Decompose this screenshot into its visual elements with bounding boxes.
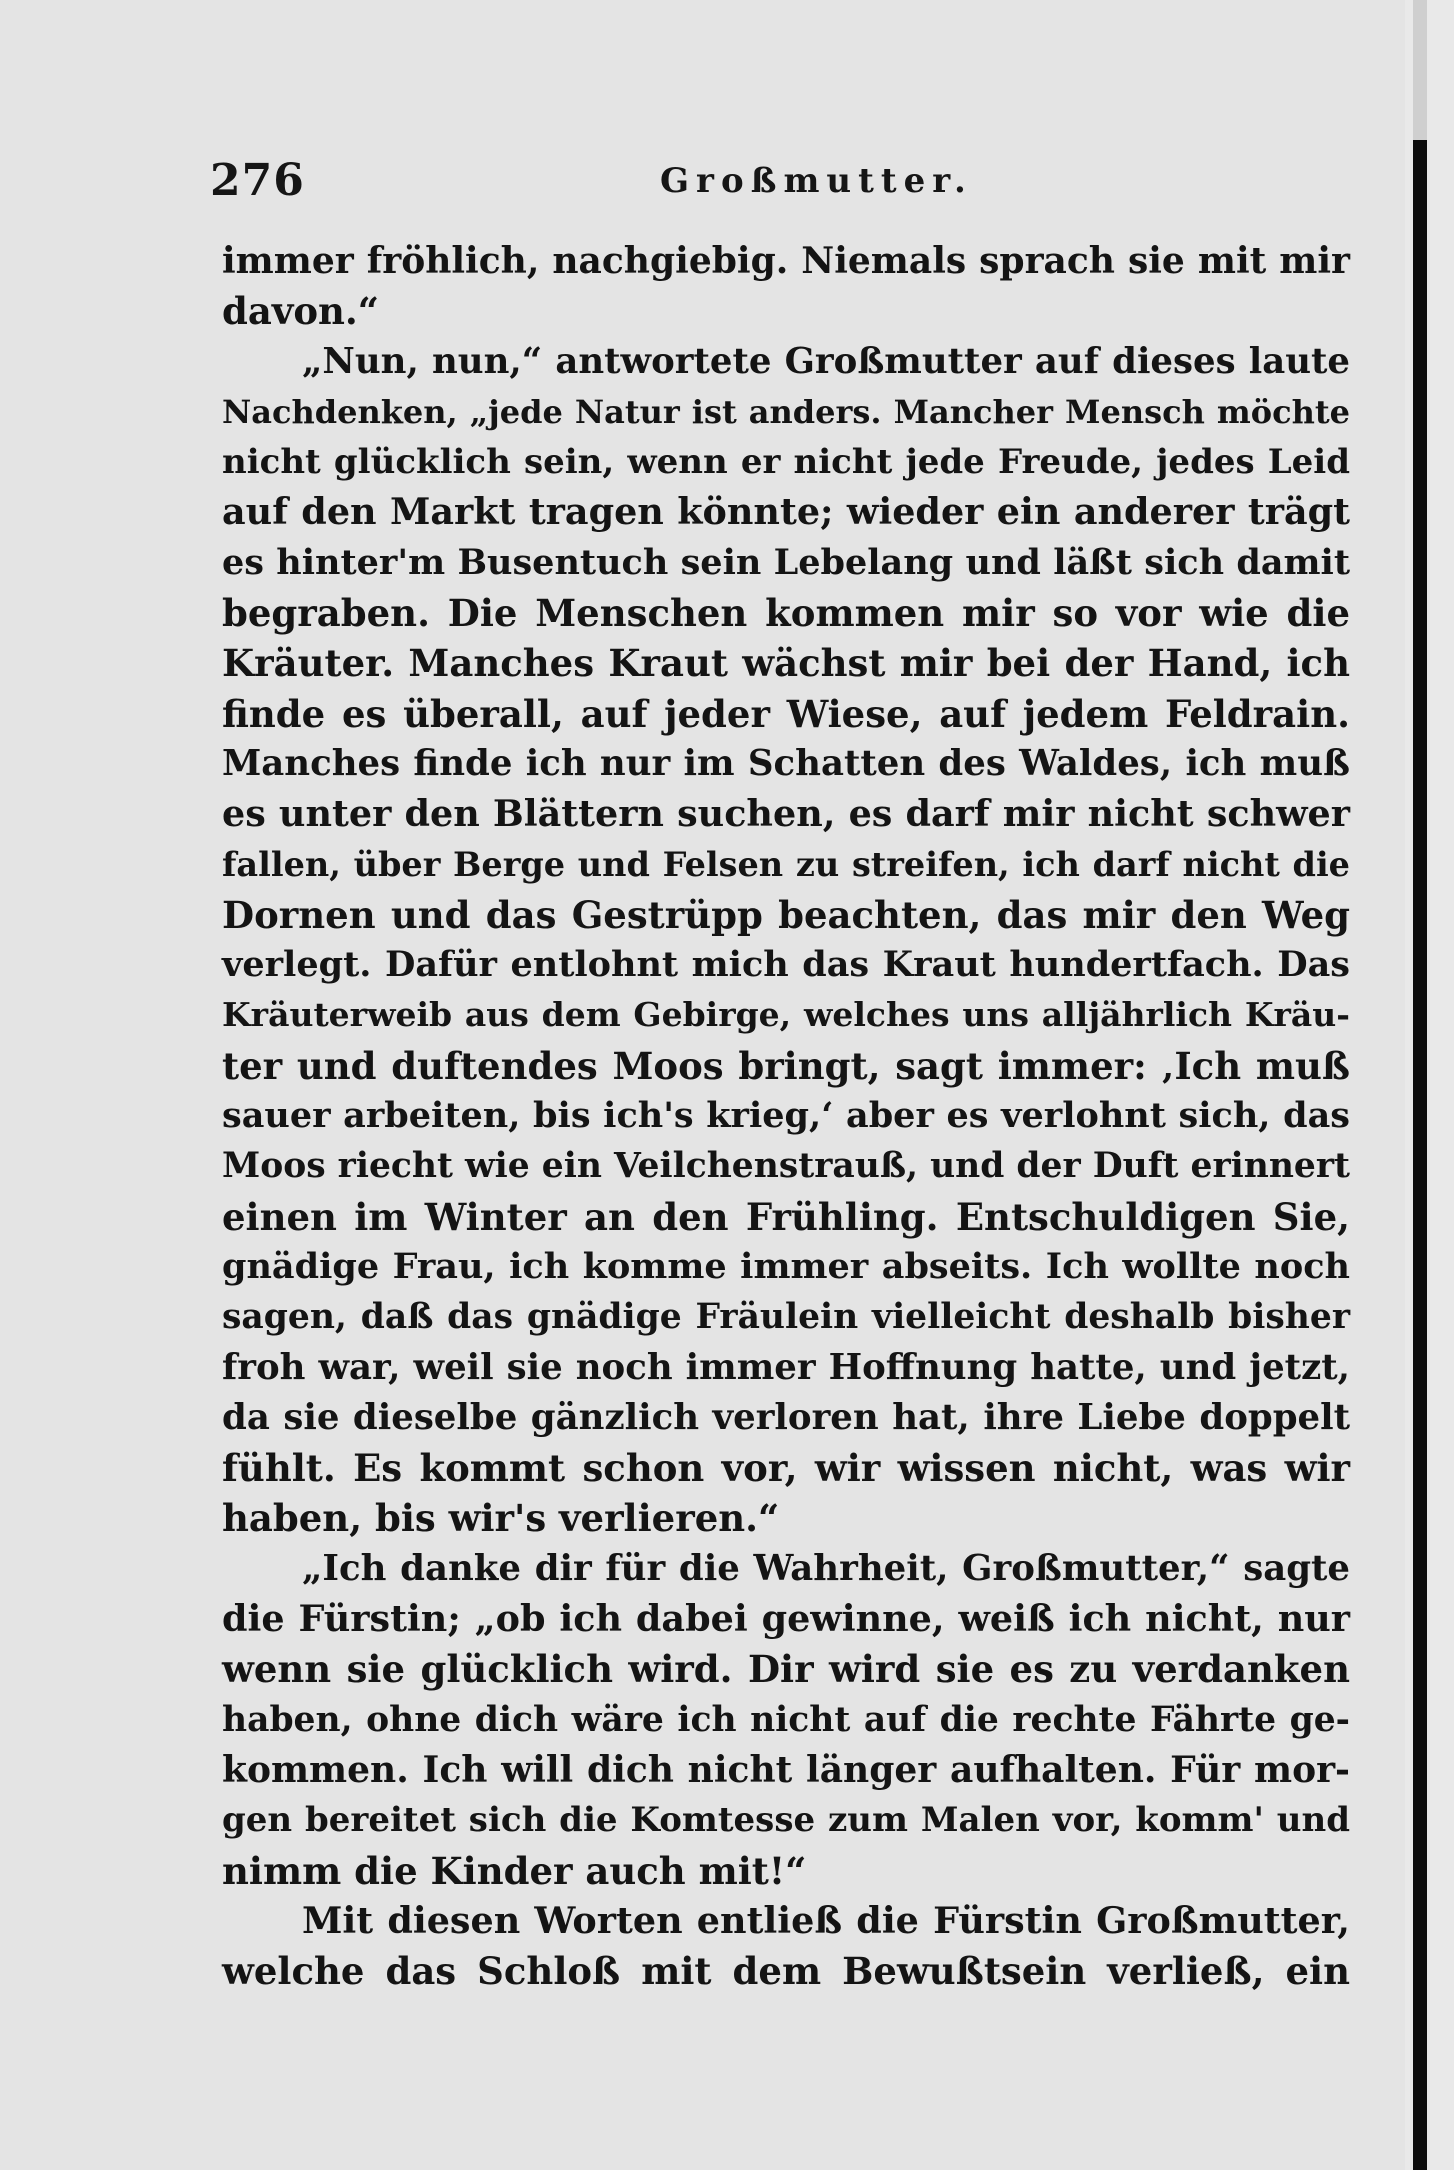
text-line: immer fröhlich, nachgiebig. Niemals sprach sie mit mir	[222, 240, 1350, 282]
text-line: sauer arbeiten, bis ich's krieg,‘ aber es verlohnt sich, das	[222, 1095, 1350, 1137]
text-line: ter und duftendes Moos bringt, sagt immer: ‚Ich muß	[222, 1043, 1350, 1088]
text-line: davon.“	[222, 289, 380, 334]
text-line: welche das Schloß mit dem Bewußtsein verließ, ein	[222, 1949, 1350, 1994]
text-line: es unter den Blättern suchen, es darf mir nicht schwer	[222, 792, 1350, 836]
text-line: haben, bis wir's verlieren.“	[222, 1496, 780, 1541]
text-line: finde es überall, auf jeder Wiese, auf jedem Feldrain.	[222, 691, 1350, 736]
text-line: Manches finde ich nur im Schatten des Waldes, ich muß	[222, 742, 1350, 784]
text-line: kommen. Ich will dich nicht länger aufhalten. Für mor-	[222, 1748, 1350, 1791]
text-line: es hinter'm Busentuch sein Lebelang und läßt sich damit	[222, 541, 1350, 583]
text-line: fühlt. Es kommt schon vor, wir wissen nicht, was wir	[222, 1446, 1350, 1491]
binding-edge	[1413, 0, 1427, 2170]
text-line: nimm die Kinder auch mit!“	[222, 1848, 807, 1893]
text-line: gen bereitet sich die Komtesse zum Malen vor, komm' und	[222, 1800, 1350, 1841]
text-line: Moos riecht wie ein Veilchenstrauß, und der Duft erinnert	[222, 1146, 1350, 1187]
text-line: Kräuterweib aus dem Gebirge, welches uns alljährlich Kräu-	[222, 995, 1350, 1035]
text-line: auf den Markt tragen könnte; wieder ein anderer trägt	[222, 490, 1350, 534]
body-text	[222, 236, 1350, 1996]
text-line: wenn sie glücklich wird. Dir wird sie es zu verdanken	[222, 1647, 1350, 1692]
text-line: haben, ohne dich wäre ich nicht auf die rechte Fährte ge-	[222, 1699, 1350, 1740]
text-line: Nachdenken, „jede Natur ist anders. Mancher Mensch möchte	[222, 392, 1350, 431]
running-head: Großmutter.	[660, 161, 973, 201]
page-header	[210, 155, 1350, 215]
text-line: sagen, daß das gnädige Fräulein vielleicht deshalb bisher	[222, 1297, 1350, 1338]
text-line: froh war, weil sie noch immer Hoffnung hatte, und jetzt,	[222, 1346, 1350, 1388]
text-line: nicht glücklich sein, wenn er nicht jede Freude, jedes Leid	[222, 442, 1350, 483]
text-line: „Nun, nun,“ antwortete Großmutter auf dieses laute	[302, 340, 1350, 382]
text-line: begraben. Die Menschen kommen mir so vor wie die	[222, 591, 1350, 636]
binding-edge-gap	[1413, 0, 1427, 140]
text-line: Kräuter. Manches Kraut wächst mir bei der Hand, ich	[222, 641, 1350, 686]
text-line: gnädige Frau, ich komme immer abseits. Ich wollte noch	[222, 1245, 1350, 1287]
text-line: Dornen und das Gestrüpp beachten, das mir den Weg	[222, 892, 1350, 937]
text-line: fallen, über Berge und Felsen zu streifen, ich darf nicht die	[222, 844, 1350, 884]
page-number: 276	[210, 155, 305, 206]
text-line: die Fürstin; „ob ich dabei gewinne, weiß ich nicht, nur	[222, 1597, 1350, 1641]
text-line: „Ich danke dir für die Wahrheit, Großmutter,“ sagte	[302, 1547, 1350, 1589]
text-line: da sie dieselbe gänzlich verloren hat, ihre Liebe doppelt	[222, 1396, 1350, 1438]
text-line: Mit diesen Worten entließ die Fürstin Großmutter,	[302, 1898, 1350, 1942]
text-line: verlegt. Dafür entlohnt mich das Kraut hundertfach. Das	[222, 944, 1350, 986]
text-line: einen im Winter an den Frühling. Entschuldigen Sie,	[222, 1194, 1350, 1239]
